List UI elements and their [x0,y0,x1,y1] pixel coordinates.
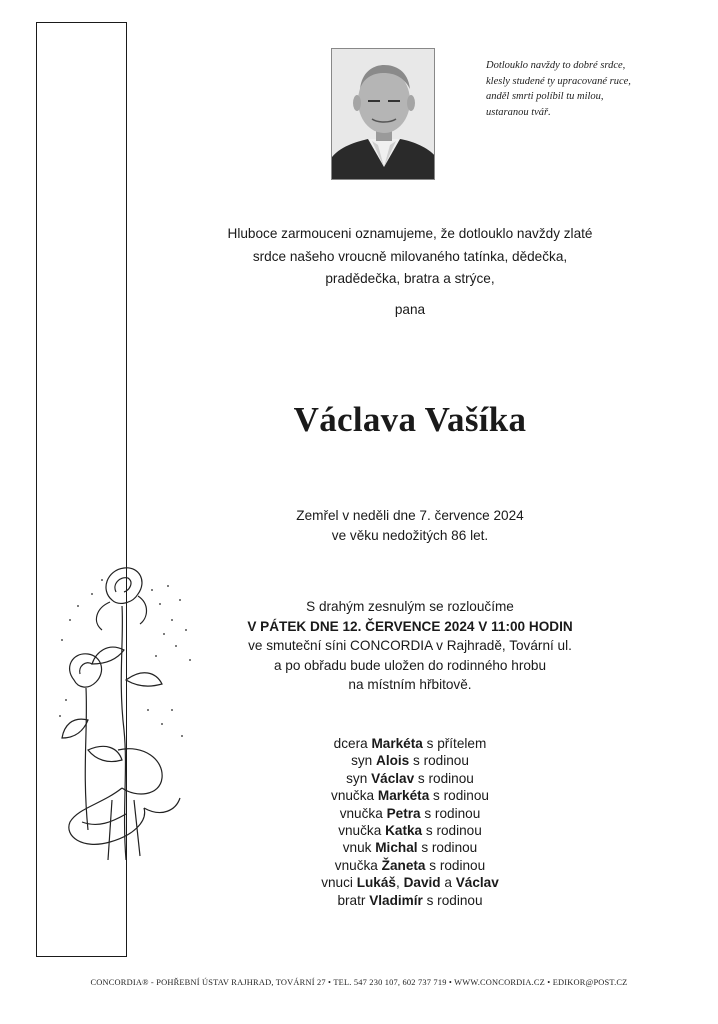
relation: syn [351,753,376,769]
mourner-row [150,787,670,804]
mourner-row [150,892,670,909]
memorial-verse [486,58,696,120]
death-details [150,506,670,546]
mourners-list [150,735,670,909]
relation: vnučka [331,788,378,804]
mourner-row [150,752,670,769]
funeral-home-footer: CONCORDIA® - POHŘEBNÍ ÚSTAV RAJHRAD, TOVÁRNÍ 27 • TEL. 547 230 107, 602 737 719 • WWW.CONCORDIA.CZ • EDIKOR@POST.CZ [90,978,628,987]
deceased-name: Václava Vašíka [293,400,527,439]
mourner-name: Markéta [377,788,430,804]
funeral-line: na místním hřbitově. [348,677,472,692]
mourner-suffix: s rodinou [425,857,486,873]
mourner-name: Alois [376,753,410,769]
relation: vnučka [334,857,382,873]
funeral-details [150,597,670,695]
mourner-name: David [403,875,441,891]
intro-line: srdce našeho vroucně milovaného tatínka, dědečka, [252,248,568,264]
portrait-photo [331,48,435,180]
mourner-suffix: s rodinou [420,805,481,821]
relation: vnučka [339,805,387,821]
verse-line: klesly studené ty upracované ruce, [486,75,631,87]
relation: vnuci [321,875,357,891]
salutation: pana [394,302,426,317]
mourner-name: Lukáš [356,875,396,891]
mourner-row [150,770,670,787]
conjunction: a [440,875,456,891]
mourner-name: Žaneta [381,857,426,873]
mourner-suffix: s rodinou [417,840,478,856]
mourner-name: Michal [375,840,418,856]
relation: vnuk [342,840,376,856]
mourner-suffix: s rodinou [414,770,474,786]
relation: dcera [333,736,372,751]
relation: syn [346,770,372,786]
mourner-name: Katka [385,823,423,839]
mourner-row [150,822,670,839]
funeral-date: V PÁTEK DNE 12. ČERVENCE 2024 V 11:00 HODIN [247,618,573,634]
announcement-intro [150,223,670,291]
intro-line: pradědečka, bratra a strýce, [325,271,495,286]
verse-line: Dotlouklo navždy to dobré srdce, [486,60,626,71]
funeral-line: S drahým zesnulým se rozloučíme [306,599,514,614]
funeral-line: a po obřadu bude uložen do rodinného hrobu [273,657,547,673]
mourner-suffix: s rodinou [422,892,483,908]
funeral-line: ve smuteční síni CONCORDIA v Rajhradě, Tovární ul. [248,638,572,653]
mourner-row [150,839,670,856]
mourner-row [150,735,670,752]
mourner-name: Vladimír [369,892,423,908]
death-age: ve věku nedožitých 86 let. [331,528,489,543]
intro-line: Hluboce zarmouceni oznamujeme, že dotlouklo navždy zlaté [227,226,593,241]
relation: bratr [337,892,370,908]
mourner-name: Václav [371,770,415,786]
death-date: Zemřel v neděli dne 7. července 2024 [296,508,524,523]
verse-line: anděl smrti políbil tu milou, [486,91,604,102]
mourner-row [150,857,670,874]
mourner-row [150,805,670,822]
verse-line: ustaranou tvář. [486,106,551,118]
mourner-name: Václav [455,875,499,891]
mourner-row-grandsons [150,874,670,891]
mourner-suffix: s přítelem [422,736,487,751]
mourner-suffix: s rodinou [409,753,469,769]
mourner-suffix: s rodinou [422,823,482,839]
separator: , [396,875,404,891]
mourner-name: Petra [386,805,421,821]
mourner-name: Markéta [371,736,423,751]
mourner-suffix: s rodinou [429,788,489,804]
relation: vnučka [338,823,386,839]
